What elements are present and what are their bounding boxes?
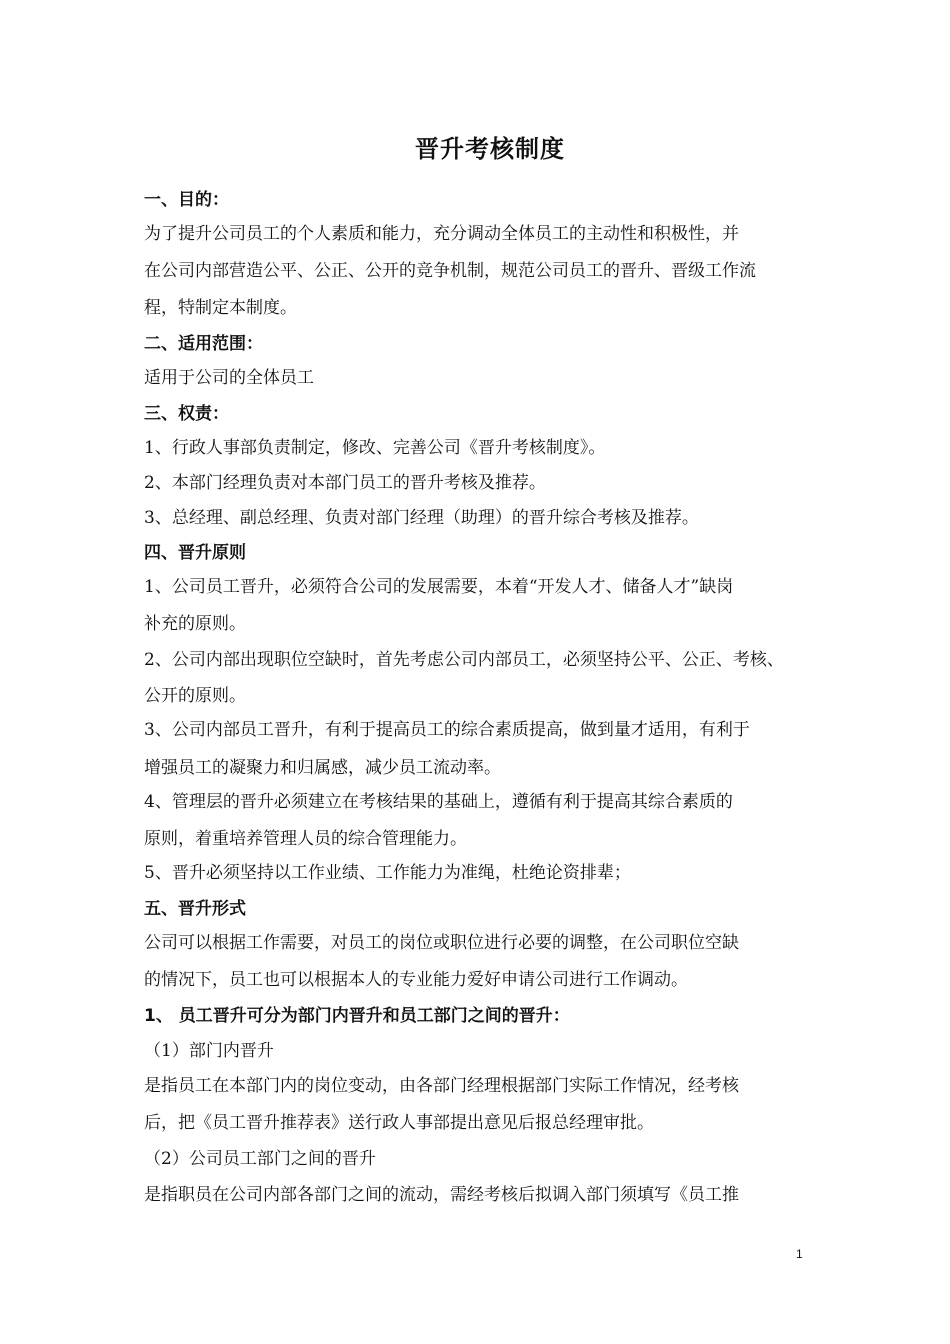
paragraph-line: 原则，着重培养管理人员的综合管理能力。 [144,829,467,849]
paragraph-line: 适用于公司的全体员工 [144,368,314,388]
paragraph-line: 在公司内部营造公平、公正、公开的竞争机制，规范公司员工的晋升、晋级工作流 [144,261,756,281]
paragraph-line: 是指员工在本部门内的岗位变动，由各部门经理根据部门实际工作情况，经考核 [144,1076,739,1096]
paragraph-line: 4、管理层的晋升必须建立在考核结果的基础上，遵循有利于提高其综合素质的 [144,792,733,812]
paragraph-line: 为了提升公司员工的个人素质和能力，充分调动全体员工的主动性和积极性，并 [144,224,739,244]
paragraph-line: 2、本部门经理负责对本部门员工的晋升考核及推荐。 [144,473,546,493]
section-heading-responsibility: 三、权责： [144,404,229,424]
section-heading-forms: 五、晋升形式 [144,899,246,919]
paragraph-line: 1、行政人事部负责制定，修改、完善公司《晋升考核制度》。 [144,438,606,458]
paragraph-line: 3、公司内部员工晋升，有利于提高员工的综合素质提高，做到量才适用，有利于 [144,720,750,740]
subsection-heading: 1、 员工晋升可分为部门内晋升和员工部门之间的晋升： [144,1006,570,1026]
paragraph-line: 是指职员在公司内部各部门之间的流动，需经考核后拟调入部门须填写《员工推 [144,1185,739,1205]
paragraph-line: （2）公司员工部门之间的晋升 [144,1149,376,1169]
section-heading-purpose: 一、目的： [144,190,229,210]
paragraph-line: 公开的原则。 [144,686,246,706]
paragraph-line: 公司可以根据工作需要，对员工的岗位或职位进行必要的调整，在公司职位空缺 [144,933,739,953]
paragraph-line: 后，把《员工晋升推荐表》送行政人事部提出意见后报总经理审批。 [144,1113,654,1133]
paragraph-line: 增强员工的凝聚力和归属感，减少员工流动率。 [144,758,501,778]
paragraph-line: 的情况下，员工也可以根据本人的专业能力爱好申请公司进行工作调动。 [144,970,688,990]
paragraph-line: 程，特制定本制度。 [144,298,297,318]
paragraph-line: 2、公司内部出现职位空缺时，首先考虑公司内部员工，必须坚持公平、公正、考核、 [144,650,784,670]
document-title: 晋升考核制度 [415,135,565,163]
section-heading-principles: 四、晋升原则 [144,543,246,563]
paragraph-line: 3、总经理、副总经理、负责对部门经理（助理）的晋升综合考核及推荐。 [144,508,699,528]
paragraph-line: 5、晋升必须坚持以工作业绩、工作能力为准绳，杜绝论资排辈； [144,863,631,883]
section-heading-scope: 二、适用范围： [144,334,263,354]
paragraph-line: （1）部门内晋升 [144,1041,274,1061]
paragraph-line: 补充的原则。 [144,614,246,634]
paragraph-line: 1、公司员工晋升，必须符合公司的发展需要，本着“开发人才、储备人才”缺岗 [144,577,734,597]
page-number: 1 [796,1247,803,1261]
